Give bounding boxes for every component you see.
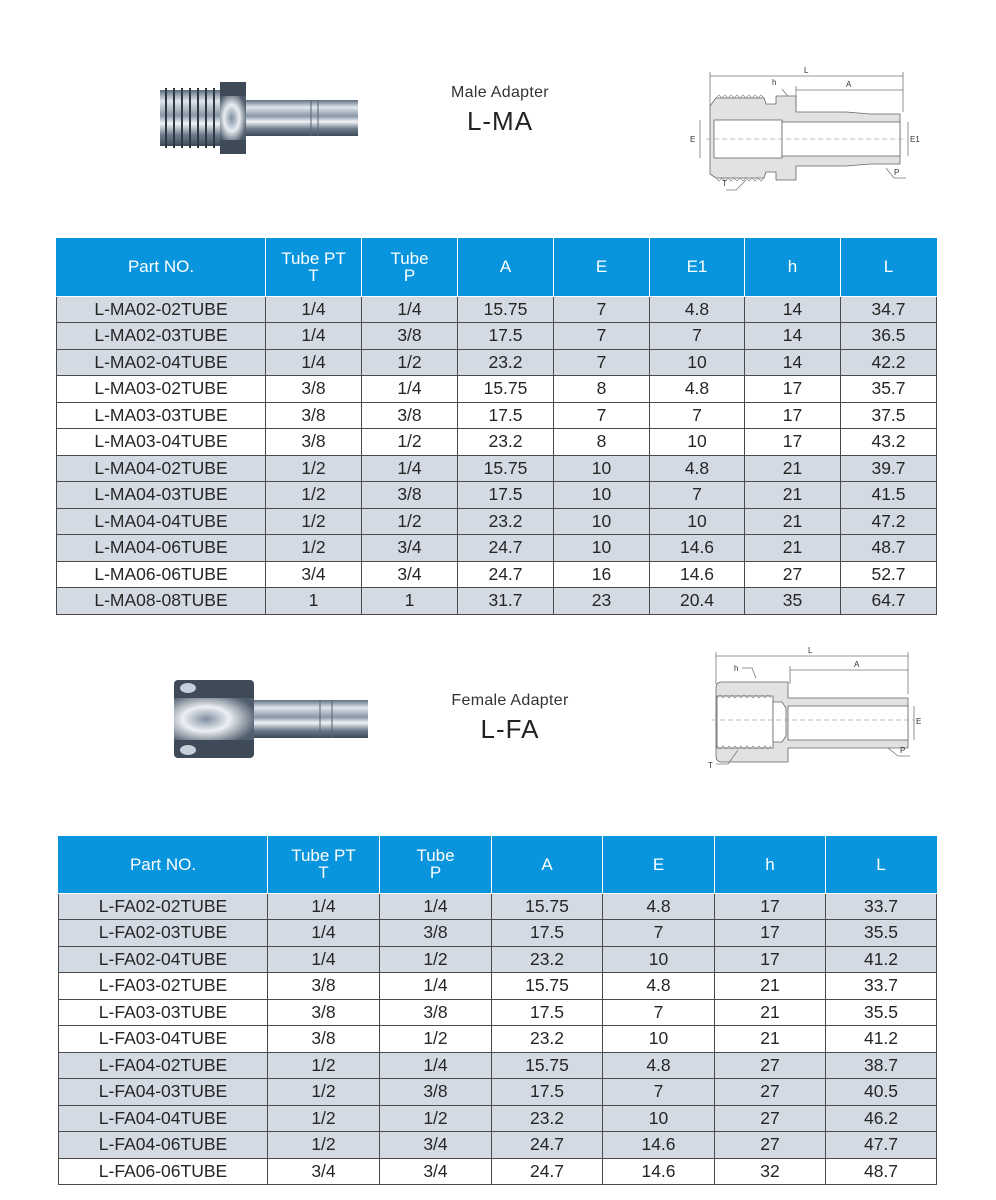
table-cell: 42.2: [841, 349, 937, 376]
part-number-cell: L-MA04-03TUBE: [57, 482, 266, 509]
table-cell: 7: [554, 296, 650, 323]
table-cell: 1/4: [380, 893, 492, 920]
dim-label-A: A: [846, 80, 852, 89]
table-cell: 35.7: [841, 376, 937, 403]
table-row: [59, 1026, 937, 1053]
table-cell: 1/2: [362, 429, 458, 456]
table-cell: 14.6: [603, 1132, 715, 1159]
table-cell: 1: [362, 588, 458, 615]
table-cell: 27: [715, 1052, 826, 1079]
table-cell: 4.8: [603, 973, 715, 1000]
table-cell: 15.75: [492, 893, 603, 920]
table-cell: 23.2: [492, 1105, 603, 1132]
header-part-no: Part NO.: [59, 836, 268, 893]
table-cell: 7: [603, 999, 715, 1026]
table-cell: 41.2: [826, 1026, 937, 1053]
header-e: E: [603, 836, 715, 893]
female-adapter-photo-icon: [174, 680, 370, 758]
table-row: [57, 561, 937, 588]
table-cell: 39.7: [841, 455, 937, 482]
table-cell: 1/4: [268, 920, 380, 947]
part-number-cell: L-FA02-04TUBE: [59, 946, 268, 973]
table-cell: 1/2: [380, 1026, 492, 1053]
table-cell: 3/8: [268, 1026, 380, 1053]
table-cell: 21: [745, 508, 841, 535]
table-row: [59, 999, 937, 1026]
table-cell: 21: [715, 999, 826, 1026]
dim-label-E: E: [916, 717, 922, 726]
table-cell: 24.7: [492, 1132, 603, 1159]
table-row: [59, 1079, 937, 1106]
table-cell: 17: [745, 429, 841, 456]
part-number-cell: L-MA02-02TUBE: [57, 296, 266, 323]
table-cell: 1/4: [266, 323, 362, 350]
part-number-cell: L-FA04-03TUBE: [59, 1079, 268, 1106]
table-cell: 21: [745, 482, 841, 509]
table-cell: 27: [715, 1079, 826, 1106]
female-adapter-subtitle: Female Adapter: [451, 692, 569, 709]
table-row: [59, 1158, 937, 1185]
dim-label-T: T: [722, 179, 727, 188]
table-cell: 4.8: [650, 376, 745, 403]
table-cell: 34.7: [841, 296, 937, 323]
table-cell: 15.75: [458, 296, 554, 323]
table-cell: 3/8: [362, 323, 458, 350]
table-cell: 7: [650, 482, 745, 509]
header-a: A: [492, 836, 603, 893]
dim-label-E1: E1: [910, 135, 920, 144]
part-number-cell: L-MA08-08TUBE: [57, 588, 266, 615]
table-cell: 24.7: [458, 561, 554, 588]
table-cell: 14: [745, 296, 841, 323]
table-cell: 8: [554, 429, 650, 456]
table-cell: 27: [715, 1105, 826, 1132]
table-row: [59, 1105, 937, 1132]
part-number-cell: L-MA04-06TUBE: [57, 535, 266, 562]
part-number-cell: L-FA03-04TUBE: [59, 1026, 268, 1053]
header-l: L: [826, 836, 937, 893]
header-h: h: [745, 238, 841, 296]
table-cell: 7: [603, 920, 715, 947]
female-adapter-photo: [174, 680, 370, 758]
table-cell: 47.2: [841, 508, 937, 535]
table-cell: 23.2: [492, 946, 603, 973]
header-e1: E1: [650, 238, 745, 296]
table-row: [57, 455, 937, 482]
table-cell: 23.2: [458, 349, 554, 376]
table-cell: 3/8: [380, 999, 492, 1026]
table-cell: 10: [603, 946, 715, 973]
table-cell: 1/2: [266, 482, 362, 509]
table-cell: 1/4: [268, 946, 380, 973]
male-adapter-subtitle: Male Adapter: [451, 84, 549, 101]
header-part-no: Part NO.: [57, 238, 266, 296]
table-cell: 3/8: [266, 429, 362, 456]
table-row: [57, 482, 937, 509]
table-cell: 20.4: [650, 588, 745, 615]
table-cell: 1/2: [380, 946, 492, 973]
table-cell: 27: [715, 1132, 826, 1159]
table-cell: 23.2: [458, 429, 554, 456]
table-cell: 1/2: [268, 1052, 380, 1079]
table-cell: 14: [745, 323, 841, 350]
table-cell: 33.7: [826, 893, 937, 920]
table-cell: 1/2: [362, 349, 458, 376]
table-cell: 3/4: [362, 535, 458, 562]
table-cell: 17.5: [458, 482, 554, 509]
table-row: [57, 402, 937, 429]
part-number-cell: L-MA03-04TUBE: [57, 429, 266, 456]
dim-label-P: P: [894, 168, 900, 177]
table-cell: 3/4: [380, 1132, 492, 1159]
table-cell: 35.5: [826, 999, 937, 1026]
table-cell: 3/8: [380, 920, 492, 947]
part-number-cell: L-FA04-04TUBE: [59, 1105, 268, 1132]
header-h: h: [715, 836, 826, 893]
table-cell: 10: [650, 508, 745, 535]
part-number-cell: L-MA04-02TUBE: [57, 455, 266, 482]
table-cell: 8: [554, 376, 650, 403]
header-tube-p: Tube P: [380, 836, 492, 893]
table-cell: 4.8: [650, 455, 745, 482]
female-adapter-code: L-FA: [480, 714, 540, 744]
header-a: A: [458, 238, 554, 296]
male-adapter-table: [56, 238, 937, 615]
part-number-cell: L-FA06-06TUBE: [59, 1158, 268, 1185]
dim-label-h: h: [772, 78, 777, 87]
table-row: [57, 429, 937, 456]
table-cell: 32: [715, 1158, 826, 1185]
table-cell: 17.5: [458, 323, 554, 350]
table-cell: 1/4: [268, 893, 380, 920]
table-cell: 1/2: [268, 1079, 380, 1106]
table-cell: 27: [745, 561, 841, 588]
table-cell: 23.2: [458, 508, 554, 535]
table-cell: 37.5: [841, 402, 937, 429]
table-cell: 3/8: [380, 1079, 492, 1106]
table-cell: 3/4: [266, 561, 362, 588]
table-row: [57, 376, 937, 403]
table-cell: 4.8: [650, 296, 745, 323]
dim-label-A: A: [854, 660, 860, 669]
table-cell: 16: [554, 561, 650, 588]
male-adapter-photo-icon: [160, 82, 360, 154]
table-cell: 48.7: [826, 1158, 937, 1185]
table-cell: 3/8: [362, 402, 458, 429]
dim-label-T: T: [708, 761, 713, 770]
table-cell: 7: [650, 402, 745, 429]
table-cell: 4.8: [603, 1052, 715, 1079]
table-cell: 14.6: [650, 535, 745, 562]
male-table-body: [57, 296, 937, 614]
table-cell: 1/4: [380, 973, 492, 1000]
table-cell: 10: [650, 429, 745, 456]
table-cell: 17.5: [492, 1079, 603, 1106]
female-adapter-table: [58, 836, 937, 1185]
table-cell: 15.75: [458, 376, 554, 403]
female-adapter-drawing: [700, 644, 926, 774]
table-cell: 3/4: [268, 1158, 380, 1185]
table-cell: 17: [715, 893, 826, 920]
male-adapter-technical-drawing: [686, 62, 920, 188]
dim-label-L: L: [808, 646, 813, 655]
table-cell: 48.7: [841, 535, 937, 562]
table-cell: 10: [554, 455, 650, 482]
table-cell: 3/8: [268, 999, 380, 1026]
table-cell: 43.2: [841, 429, 937, 456]
table-row: [59, 1052, 937, 1079]
table-cell: 10: [554, 508, 650, 535]
table-cell: 7: [650, 323, 745, 350]
male-table-header-row: [57, 238, 937, 296]
part-number-cell: L-FA03-02TUBE: [59, 973, 268, 1000]
dim-label-L: L: [804, 66, 809, 75]
table-cell: 7: [554, 402, 650, 429]
table-cell: 17: [745, 402, 841, 429]
part-number-cell: L-MA06-06TUBE: [57, 561, 266, 588]
table-row: [57, 588, 937, 615]
part-number-cell: L-MA04-04TUBE: [57, 508, 266, 535]
table-cell: 14: [745, 349, 841, 376]
dim-label-E: E: [690, 135, 696, 144]
male-adapter-photo: [160, 82, 360, 154]
table-cell: 15.75: [458, 455, 554, 482]
female-table-body: [59, 893, 937, 1185]
table-cell: 21: [715, 1026, 826, 1053]
table-cell: 10: [603, 1026, 715, 1053]
table-cell: 1/4: [266, 349, 362, 376]
table-cell: 10: [650, 349, 745, 376]
table-cell: 4.8: [603, 893, 715, 920]
table-cell: 17.5: [492, 999, 603, 1026]
header-l: L: [841, 238, 937, 296]
table-cell: 24.7: [458, 535, 554, 562]
header-tube-pt: Tube PT T: [268, 836, 380, 893]
table-cell: 14.6: [650, 561, 745, 588]
table-cell: 35: [745, 588, 841, 615]
table-cell: 1/4: [362, 296, 458, 323]
table-cell: 1/2: [268, 1132, 380, 1159]
table-cell: 41.5: [841, 482, 937, 509]
female-adapter-technical-drawing: [700, 644, 926, 774]
table-row: [59, 973, 937, 1000]
table-cell: 17.5: [458, 402, 554, 429]
table-cell: 17: [745, 376, 841, 403]
table-row: [59, 920, 937, 947]
table-cell: 1: [266, 588, 362, 615]
table-cell: 17.5: [492, 920, 603, 947]
table-cell: 1/2: [380, 1105, 492, 1132]
male-adapter-drawing: [686, 62, 920, 188]
table-cell: 10: [554, 482, 650, 509]
part-number-cell: L-MA03-02TUBE: [57, 376, 266, 403]
table-row: [57, 323, 937, 350]
part-number-cell: L-FA04-02TUBE: [59, 1052, 268, 1079]
table-cell: 21: [745, 535, 841, 562]
table-cell: 15.75: [492, 973, 603, 1000]
dim-label-P: P: [900, 746, 906, 755]
table-cell: 23.2: [492, 1026, 603, 1053]
table-row: [59, 1132, 937, 1159]
table-row: [59, 946, 937, 973]
table-cell: 41.2: [826, 946, 937, 973]
table-cell: 7: [554, 323, 650, 350]
table-row: [59, 893, 937, 920]
table-cell: 36.5: [841, 323, 937, 350]
part-number-cell: L-FA02-02TUBE: [59, 893, 268, 920]
part-number-cell: L-MA02-03TUBE: [57, 323, 266, 350]
table-cell: 1/2: [266, 455, 362, 482]
table-cell: 47.7: [826, 1132, 937, 1159]
table-row: [57, 296, 937, 323]
header-tube-p: Tube P: [362, 238, 458, 296]
header-tube-pt: Tube PT T: [266, 238, 362, 296]
table-cell: 14.6: [603, 1158, 715, 1185]
table-cell: 1/4: [380, 1052, 492, 1079]
table-cell: 31.7: [458, 588, 554, 615]
table-cell: 64.7: [841, 588, 937, 615]
table-cell: 3/8: [268, 973, 380, 1000]
table-cell: 46.2: [826, 1105, 937, 1132]
female-adapter-title: [430, 692, 590, 745]
table-cell: 1/2: [268, 1105, 380, 1132]
table-cell: 23: [554, 588, 650, 615]
table-cell: 15.75: [492, 1052, 603, 1079]
table-cell: 3/8: [266, 376, 362, 403]
table-cell: 1/4: [266, 296, 362, 323]
part-number-cell: L-FA03-03TUBE: [59, 999, 268, 1026]
table-cell: 52.7: [841, 561, 937, 588]
table-row: [57, 508, 937, 535]
table-row: [57, 535, 937, 562]
table-cell: 3/4: [362, 561, 458, 588]
table-cell: 21: [715, 973, 826, 1000]
table-cell: 3/8: [266, 402, 362, 429]
table-cell: 3/4: [380, 1158, 492, 1185]
male-adapter-title: [420, 84, 580, 137]
table-cell: 10: [554, 535, 650, 562]
table-cell: 7: [603, 1079, 715, 1106]
table-cell: 33.7: [826, 973, 937, 1000]
table-cell: 7: [554, 349, 650, 376]
table-cell: 10: [603, 1105, 715, 1132]
table-cell: 21: [745, 455, 841, 482]
table-cell: 3/8: [362, 482, 458, 509]
table-cell: 1/2: [266, 508, 362, 535]
table-cell: 1/4: [362, 455, 458, 482]
table-cell: 1/2: [266, 535, 362, 562]
part-number-cell: L-MA02-04TUBE: [57, 349, 266, 376]
part-number-cell: L-MA03-03TUBE: [57, 402, 266, 429]
dim-label-h: h: [734, 664, 739, 673]
table-cell: 35.5: [826, 920, 937, 947]
female-table-header-row: [59, 836, 937, 893]
table-cell: 17: [715, 946, 826, 973]
table-row: [57, 349, 937, 376]
table-cell: 24.7: [492, 1158, 603, 1185]
header-e: E: [554, 238, 650, 296]
part-number-cell: L-FA04-06TUBE: [59, 1132, 268, 1159]
table-cell: 17: [715, 920, 826, 947]
table-cell: 40.5: [826, 1079, 937, 1106]
table-cell: 38.7: [826, 1052, 937, 1079]
part-number-cell: L-FA02-03TUBE: [59, 920, 268, 947]
table-cell: 1/2: [362, 508, 458, 535]
table-cell: 1/4: [362, 376, 458, 403]
male-adapter-code: L-MA: [466, 106, 534, 136]
